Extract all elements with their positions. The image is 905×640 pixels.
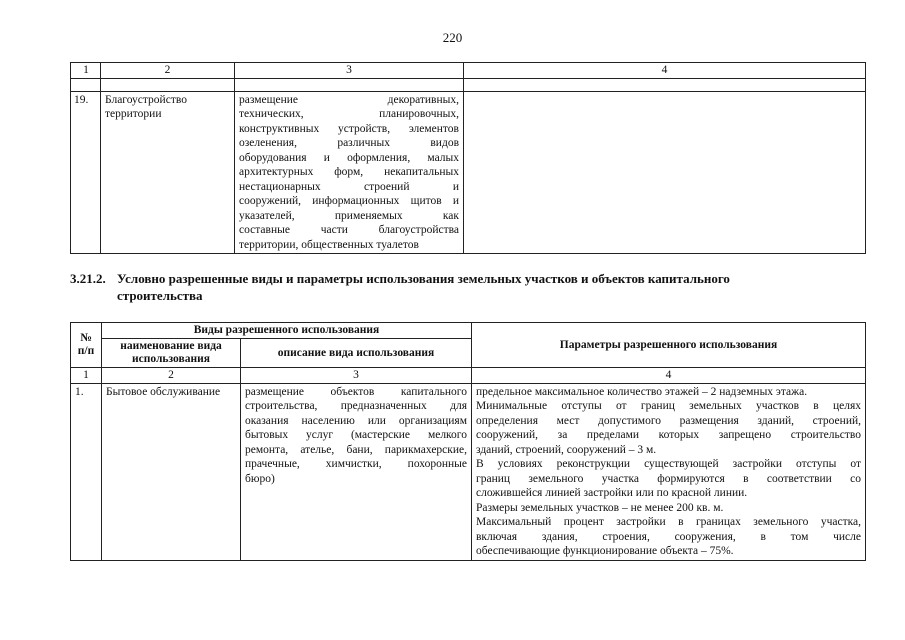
description-line: озеленения, различных видов	[239, 137, 459, 149]
param-line: сложившейся линией застройки или по красной линии.	[476, 487, 748, 499]
description-line: архитектурных форм, некапитальных	[239, 166, 459, 178]
param-setbacks	[476, 399, 861, 457]
param-line: Максимальный процент застройки в границах земельного участка,	[476, 516, 861, 528]
col-index-2: 2	[102, 368, 241, 384]
head-use-types: Виды разрешенного использования	[102, 323, 472, 339]
col-index-4: 4	[464, 63, 866, 79]
param-line: сооружений, за пределами которых запрещено строительство	[476, 429, 861, 441]
use-type-description	[235, 91, 464, 254]
conditional-use-table	[70, 322, 866, 561]
description-line: оборудования и оформления, малых	[239, 151, 459, 164]
table-row	[71, 91, 866, 254]
param-plot-size	[476, 501, 861, 516]
spacer-cell	[71, 78, 101, 91]
section-heading	[70, 270, 866, 304]
col-index-1: 1	[71, 63, 101, 79]
param-line: предельное максимальное количество этажей – 2 надземных этажа.	[476, 385, 808, 398]
param-line: В условиях реконструкции существующей застройки отступы от	[476, 458, 861, 470]
description-line: территории, общественных туалетов	[239, 238, 419, 251]
row-number: 19.	[71, 91, 101, 254]
head-parameters: Параметры разрешенного использования	[472, 323, 866, 368]
page-number: 220	[442, 30, 463, 45]
description-line: указателей, применяемых как	[239, 209, 459, 222]
row-number: 1.	[71, 383, 102, 560]
description-line: ремонта, ателье, бани, парикмахерские,	[245, 443, 467, 456]
param-line: обеспечивающие функционирование объекта – 75%.	[476, 545, 734, 557]
description-line: составные части благоустройства	[239, 224, 459, 236]
table-continued	[70, 62, 866, 254]
col-index-1: 1	[71, 368, 102, 384]
table-spacer-row	[71, 78, 866, 91]
parameters-cell	[472, 383, 866, 560]
description-line: конструктивных устройств, элементов	[239, 122, 459, 135]
use-type-name	[101, 91, 235, 254]
table-index-row	[71, 368, 866, 384]
description-line: строительства, предназначенных для	[245, 400, 467, 412]
description-line: прачечные, химчистки, похоронные	[245, 458, 467, 470]
param-coverage	[476, 515, 861, 559]
parameters-cell	[464, 91, 866, 254]
section-title-line2: строительства	[117, 288, 203, 303]
table-head-row	[71, 323, 866, 339]
spacer-cell	[101, 78, 235, 91]
use-type-name-line: территории	[105, 108, 162, 120]
description-line: бытовых услуг (мастерские мелкого	[245, 429, 467, 441]
param-line: включая здания, строения, сооружения, в том числе	[476, 530, 861, 543]
col-index-3: 3	[235, 63, 464, 79]
head-number: № п/п	[71, 323, 102, 368]
description-line: технических, планировочных,	[239, 108, 459, 120]
use-type-name: Бытовое обслуживание	[102, 383, 241, 560]
description-line: нестационарных строений и	[239, 180, 459, 193]
param-line: зданий, строений, сооружений – 3 м.	[476, 443, 657, 456]
head-use-description: описание вида использования	[241, 339, 472, 368]
param-storeys	[476, 385, 861, 400]
use-type-description	[241, 383, 472, 560]
col-index-2: 2	[101, 63, 235, 79]
param-line: определения мест допустимого размещения зданий, строений,	[476, 414, 861, 427]
use-type-name-line: Благоустройство	[105, 93, 187, 106]
param-line: Минимальные отступы от границ земельных участков в целях	[476, 400, 861, 412]
param-line: Размеры земельных участков – не менее 200 кв. м.	[476, 501, 724, 514]
head-use-name: наименование вида использования	[102, 339, 241, 368]
description-line: размещение декоративных,	[239, 93, 459, 106]
description-line: оказания населению или организациям	[245, 414, 467, 427]
description-line: бюро)	[245, 472, 275, 485]
spacer-cell	[464, 78, 866, 91]
table-row	[71, 383, 866, 560]
description-line: сооружений, информационных щитов и	[239, 195, 459, 207]
col-index-4: 4	[472, 368, 866, 384]
param-reconstruction	[476, 457, 861, 501]
param-line: границ земельного участка формируются в соответствии со	[476, 472, 861, 485]
table-index-row	[71, 63, 866, 79]
section-title-line1: Условно разрешенные виды и параметры использования земельных участков и объектов капитального	[117, 271, 730, 286]
section-number: 3.21.2.	[70, 271, 106, 286]
description-line: размещение объектов капитального	[245, 385, 467, 398]
col-index-3: 3	[241, 368, 472, 384]
spacer-cell	[235, 78, 464, 91]
